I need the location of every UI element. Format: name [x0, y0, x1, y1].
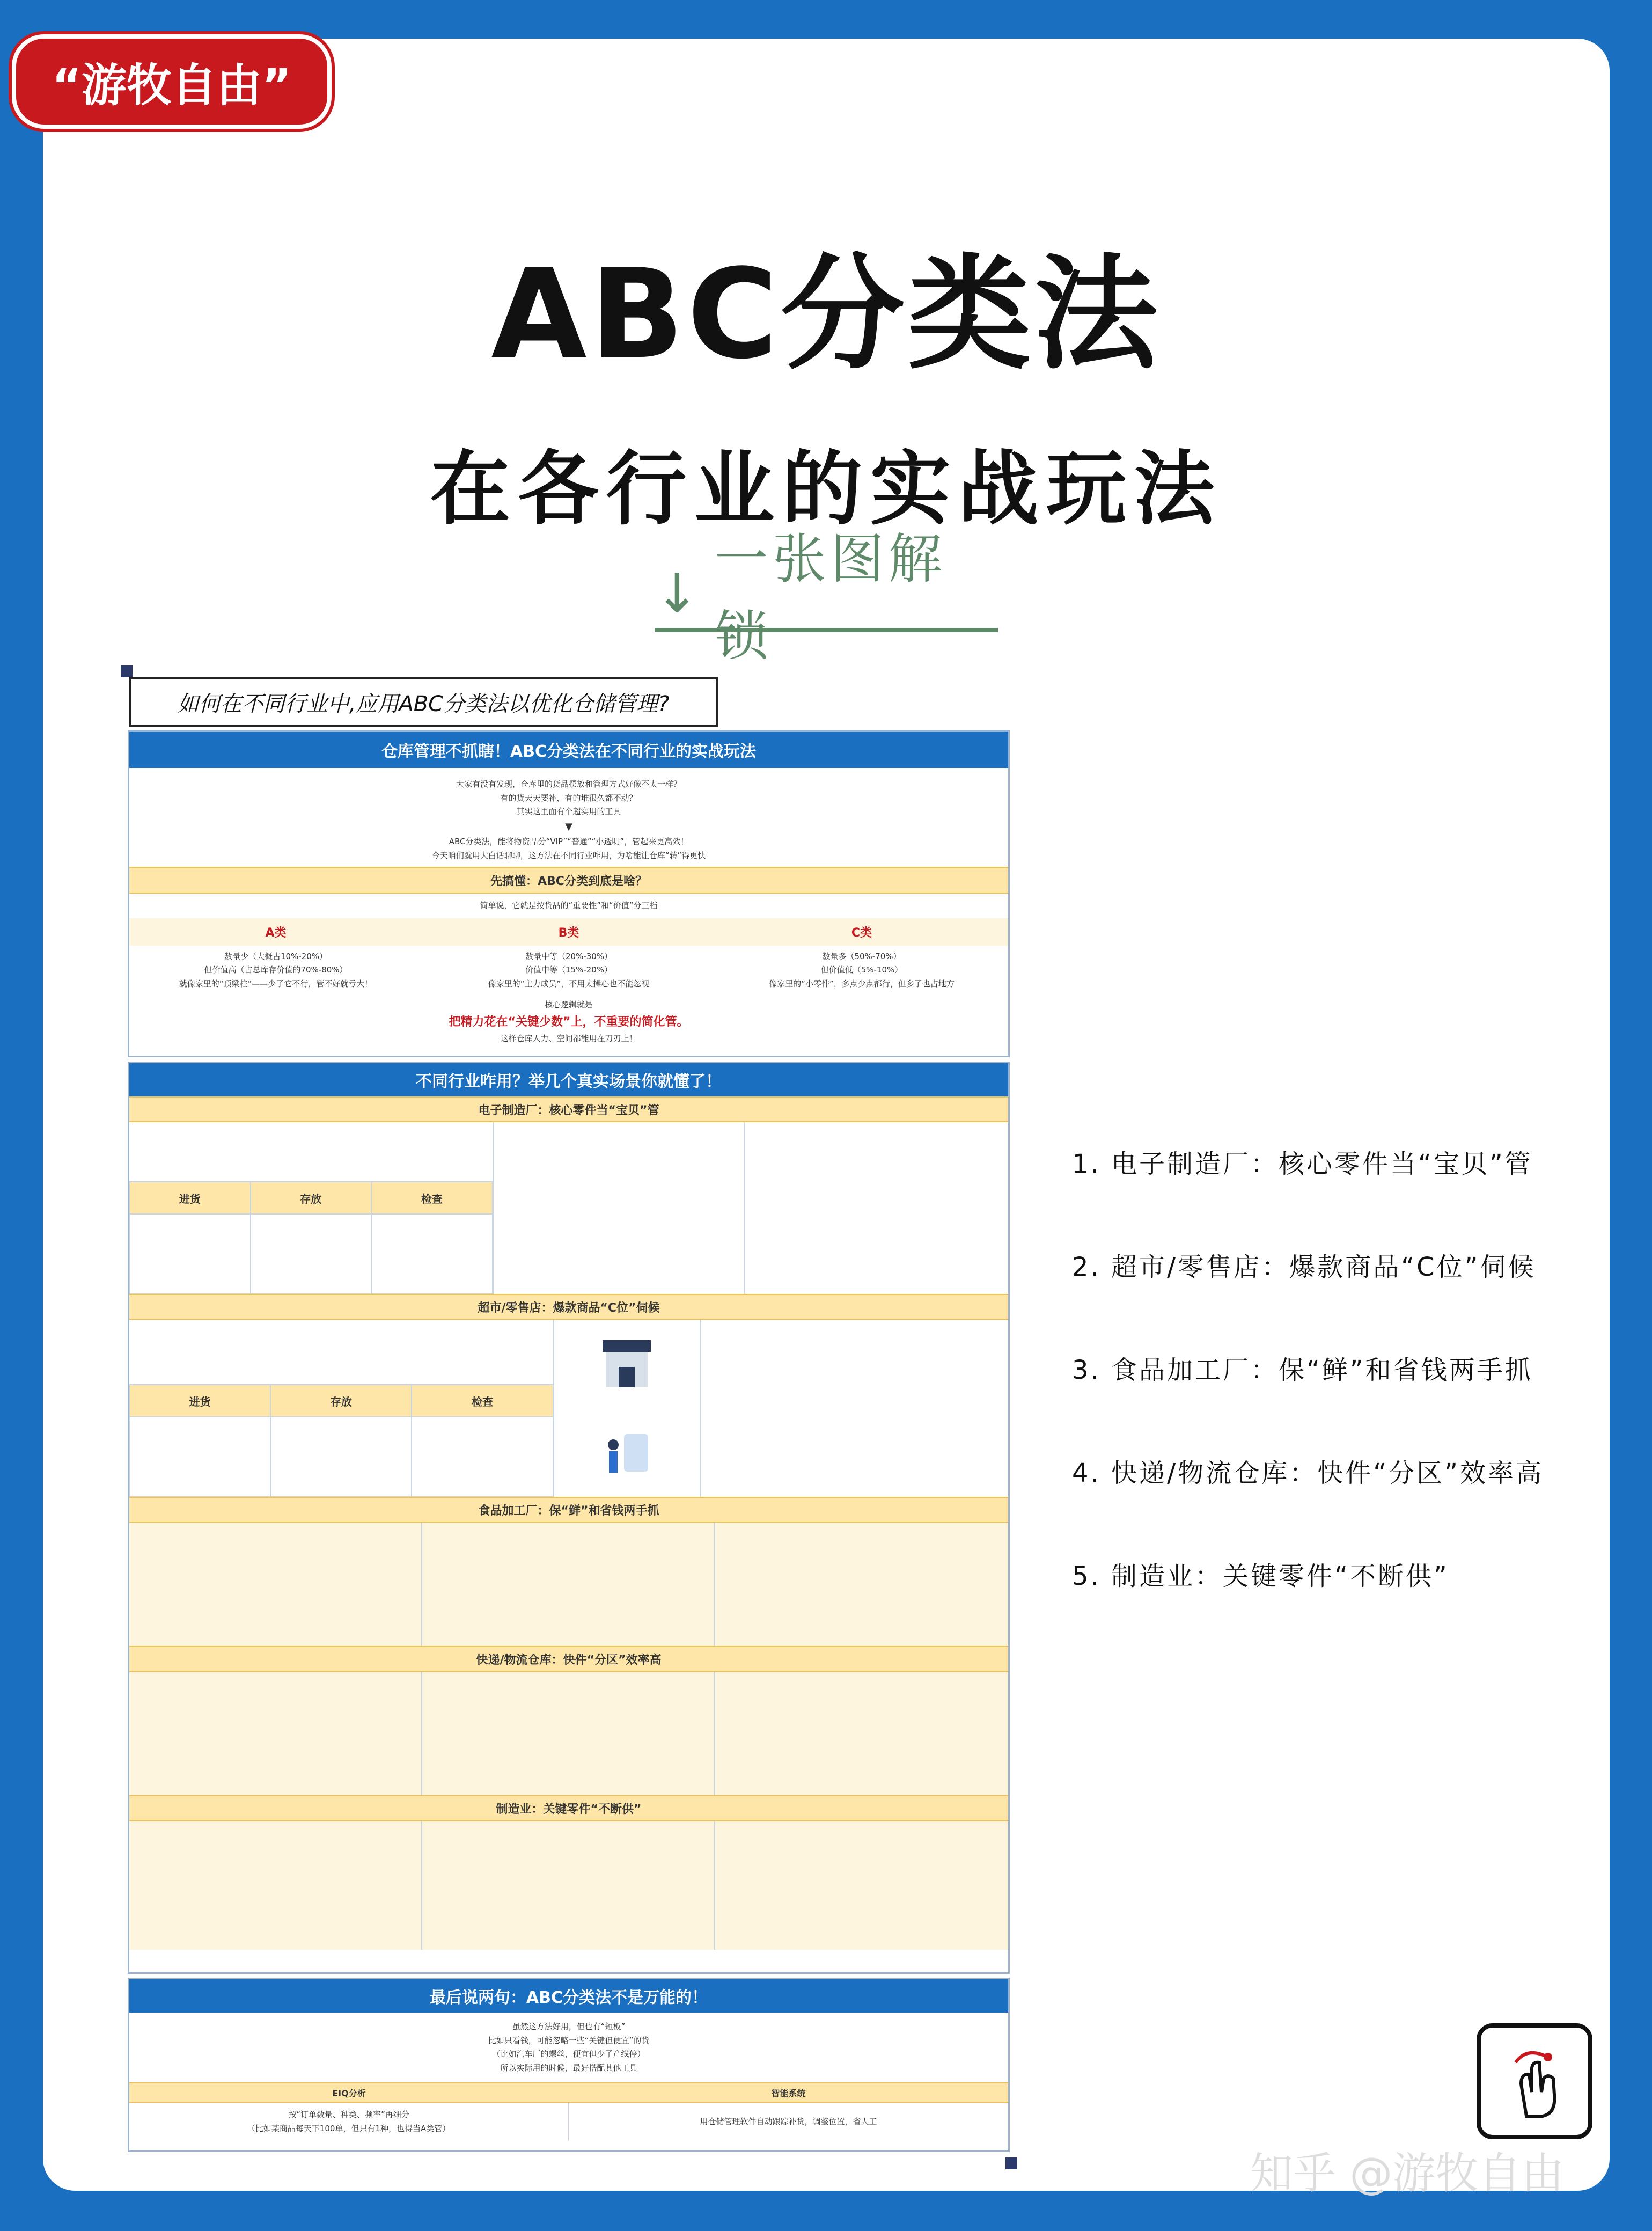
unlock-link[interactable]	[655, 528, 998, 668]
selection-handle-tl[interactable]	[121, 665, 133, 677]
summary-item-2: 2. 超市/零售店：爆款商品“C位”伺候	[1072, 1252, 1536, 1282]
industry-header: 快递/物流仓库：快件“分区”效率高	[129, 1646, 1008, 1672]
simple-line: 简单说，它就是按货品的“重要性”和“价值”分三档	[480, 901, 658, 911]
summary-item-1: 1. 电子制造厂：核心零件当“宝贝”管	[1072, 1149, 1533, 1179]
subheader: 先搞懂：ABC分类到底是啥？	[129, 867, 1008, 894]
unlock-text: 一张图解锁	[714, 528, 946, 668]
industry-header: 超市/零售店：爆款商品“C位”伺候	[129, 1294, 1008, 1320]
conclusion-tail: 这样仓库人力、空间都能用在刀刃上！	[500, 1033, 637, 1043]
class-a: A类	[265, 926, 287, 940]
conclusion: 把精力花在“关键少数”上，不重要的简化管。	[449, 1015, 689, 1029]
shopper-icon	[597, 1423, 656, 1482]
brand-badge: “游牧自由”	[12, 34, 332, 129]
intro-block: 大家有没有发现，仓库里的货品摆放和管理方式好像不太一样？ 有的货天天要补，有的堆很久都不动？ 其实这里面有个超实用的工具 ▼ ABC分类法，能将物资品分“VIP”“普通”“小透明”，管起来更高效！ 今天咱们就用大白话聊聊，这方法在不同行业咋用，为啥能让仓库“转”得更快	[129, 768, 1008, 867]
section-header: 最后说两句：ABC分类法不是万能的！	[129, 1979, 1008, 2013]
intro-line: ABC分类法，能将物资品分“VIP”“普通”“小透明”，管起来更高效！	[449, 837, 689, 847]
industry-body	[129, 1821, 1008, 1950]
industry-body	[129, 1523, 1008, 1646]
class-a-desc: 数量少（大概占10%-20%） 但价值高（占总库存价值的70%-80%） 就像家里的“顶梁柱”——少了它不行，管不好就亏大！	[179, 951, 373, 989]
class-c: C类	[851, 926, 872, 940]
intro-line: 今天咱们就用大白话聊聊，这方法在不同行业咋用，为啥能让仓库“转”得更快	[431, 850, 706, 860]
summary-item-4: 4. 快递/物流仓库：快件“分区”效率高	[1072, 1458, 1544, 1488]
info-section-2	[128, 1062, 1010, 1974]
conclusion-lead: 核心逻辑就是	[544, 1000, 593, 1010]
industry-header: 电子制造厂：核心零件当“宝贝”管	[129, 1096, 1008, 1122]
down-arrow-icon: ↓	[655, 561, 704, 625]
store-icon	[597, 1335, 656, 1394]
summary-item-3: 3. 食品加工厂：保“鲜”和省钱两手抓	[1072, 1355, 1533, 1385]
intro-line: 有的货天天要补，有的堆很久都不动？	[500, 793, 637, 803]
industry-header: 食品加工厂：保“鲜”和省钱两手抓	[129, 1497, 1008, 1523]
section-header: 不同行业咋用？举几个真实场景你就懂了！	[129, 1063, 1008, 1096]
selection-handle-br[interactable]	[1005, 2157, 1017, 2169]
watermark: 知乎 @游牧自由	[1250, 2148, 1565, 2198]
page-subtitle: 在各行业的实战玩法	[430, 443, 1222, 536]
industry-header: 制造业：关键零件“不断供”	[129, 1795, 1008, 1821]
summary-item-5: 5. 制造业：关键零件“不断供”	[1072, 1561, 1449, 1591]
class-grid	[129, 918, 1008, 946]
page-title: ABC分类法	[491, 243, 1161, 386]
class-b-desc: 数量中等（20%-30%） 价值中等（15%-20%） 像家里的“主力成员”，不用太操心也不能忽视	[488, 951, 650, 989]
industry-body: 进货 存放 检查	[129, 1320, 1008, 1497]
class-b: B类	[558, 926, 579, 940]
info-section-1	[128, 730, 1010, 1057]
info-section-3: 最后说两句：ABC分类法不是万能的！ 虽然这方法好用，但也有“短板” 比如只看钱，可能忽略一些“关键但便宜”的货 （比如汽车厂的螺丝，便宜但少了产线停） 所以实际用的时候，最好搭配其他工具 EIQ分析 智能系统 按“订单数量、种类、频率”再细分 （比如某商品每天下100单，但只有1种，也得当A类管） 用仓储管理软件自动跟踪补货，调整位置，省人工	[128, 1978, 1010, 2152]
industry-body: 进货 存放 检查	[129, 1122, 1008, 1294]
industry-body	[129, 1672, 1008, 1795]
class-desc-grid	[129, 946, 1008, 996]
tap-hand-icon[interactable]	[1477, 2023, 1592, 2139]
question-box: 如何在不同行业中,应用ABC分类法以优化仓储管理?	[129, 677, 718, 727]
class-c-desc: 数量多（50%-70%） 但价值低（5%-10%） 像家里的“小零件”，多点少点都行，但多了也占地方	[769, 951, 955, 989]
intro-line: 其实这里面有个超实用的工具	[516, 807, 621, 816]
section-header: 仓库管理不抓瞎！ABC分类法在不同行业的实战玩法	[129, 732, 1008, 768]
intro-line: 大家有没有发现，仓库里的货品摆放和管理方式好像不太一样？	[456, 779, 681, 789]
